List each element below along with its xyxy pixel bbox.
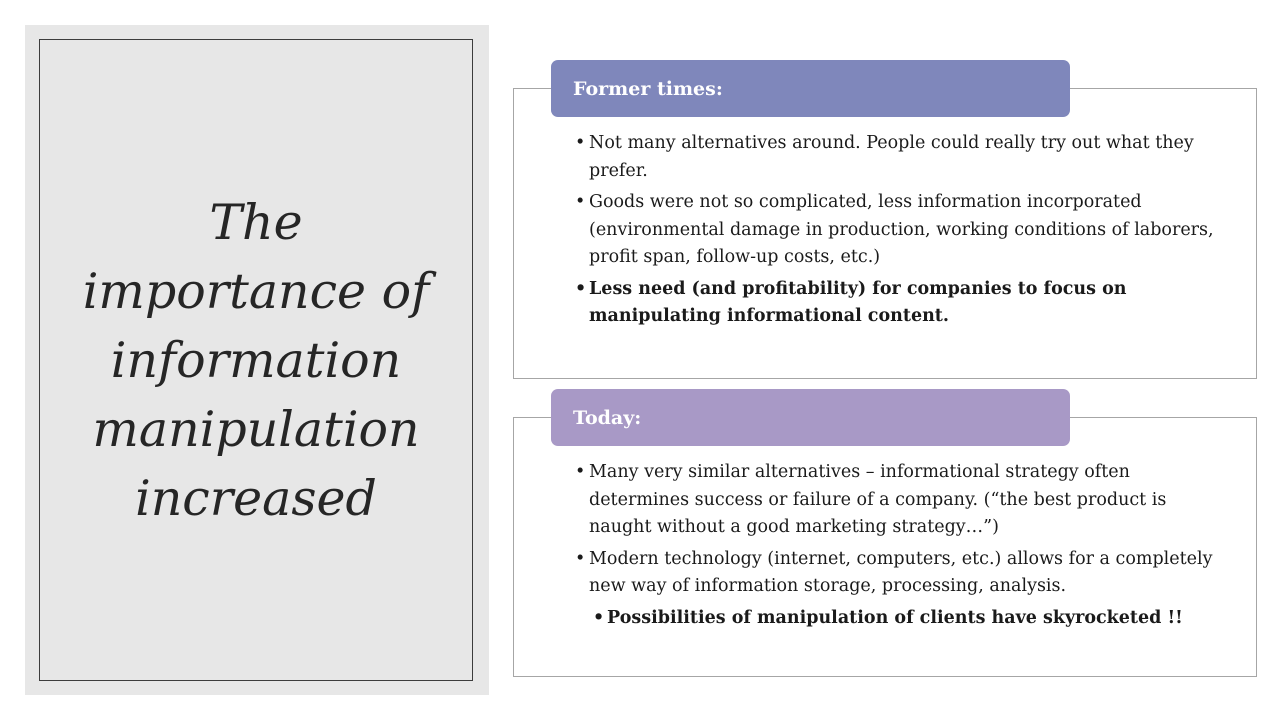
former-times-list (575, 130, 1215, 335)
list-item: • Goods were not so complicated, less information incorporated (environmental damage in production, working conditions of laborers, profit span, follow-up costs, etc.) (575, 189, 1215, 272)
title-panel (25, 25, 489, 695)
former-times-header: Former times: (551, 60, 1070, 117)
list-item: • Many very similar alternatives – informational strategy often determines success or failure of a company. (“the best product is naught without a good marketing strategy…”) (575, 459, 1215, 542)
list-item: • Less need (and profitability) for companies to focus on manipulating informational content. (575, 276, 1215, 331)
list-item: • Modern technology (internet, computers, etc.) allows for a completely new way of information storage, processing, analysis. (575, 546, 1215, 601)
title-frame (39, 39, 473, 681)
list-item: • Not many alternatives around. People could really try out what they prefer. (575, 130, 1215, 185)
slide-title: The importance of information manipulation increased (82, 193, 430, 527)
today-header: Today: (551, 389, 1070, 446)
list-item: • Possibilities of manipulation of clients have skyrocketed !! (593, 605, 1215, 633)
today-list (575, 459, 1215, 636)
